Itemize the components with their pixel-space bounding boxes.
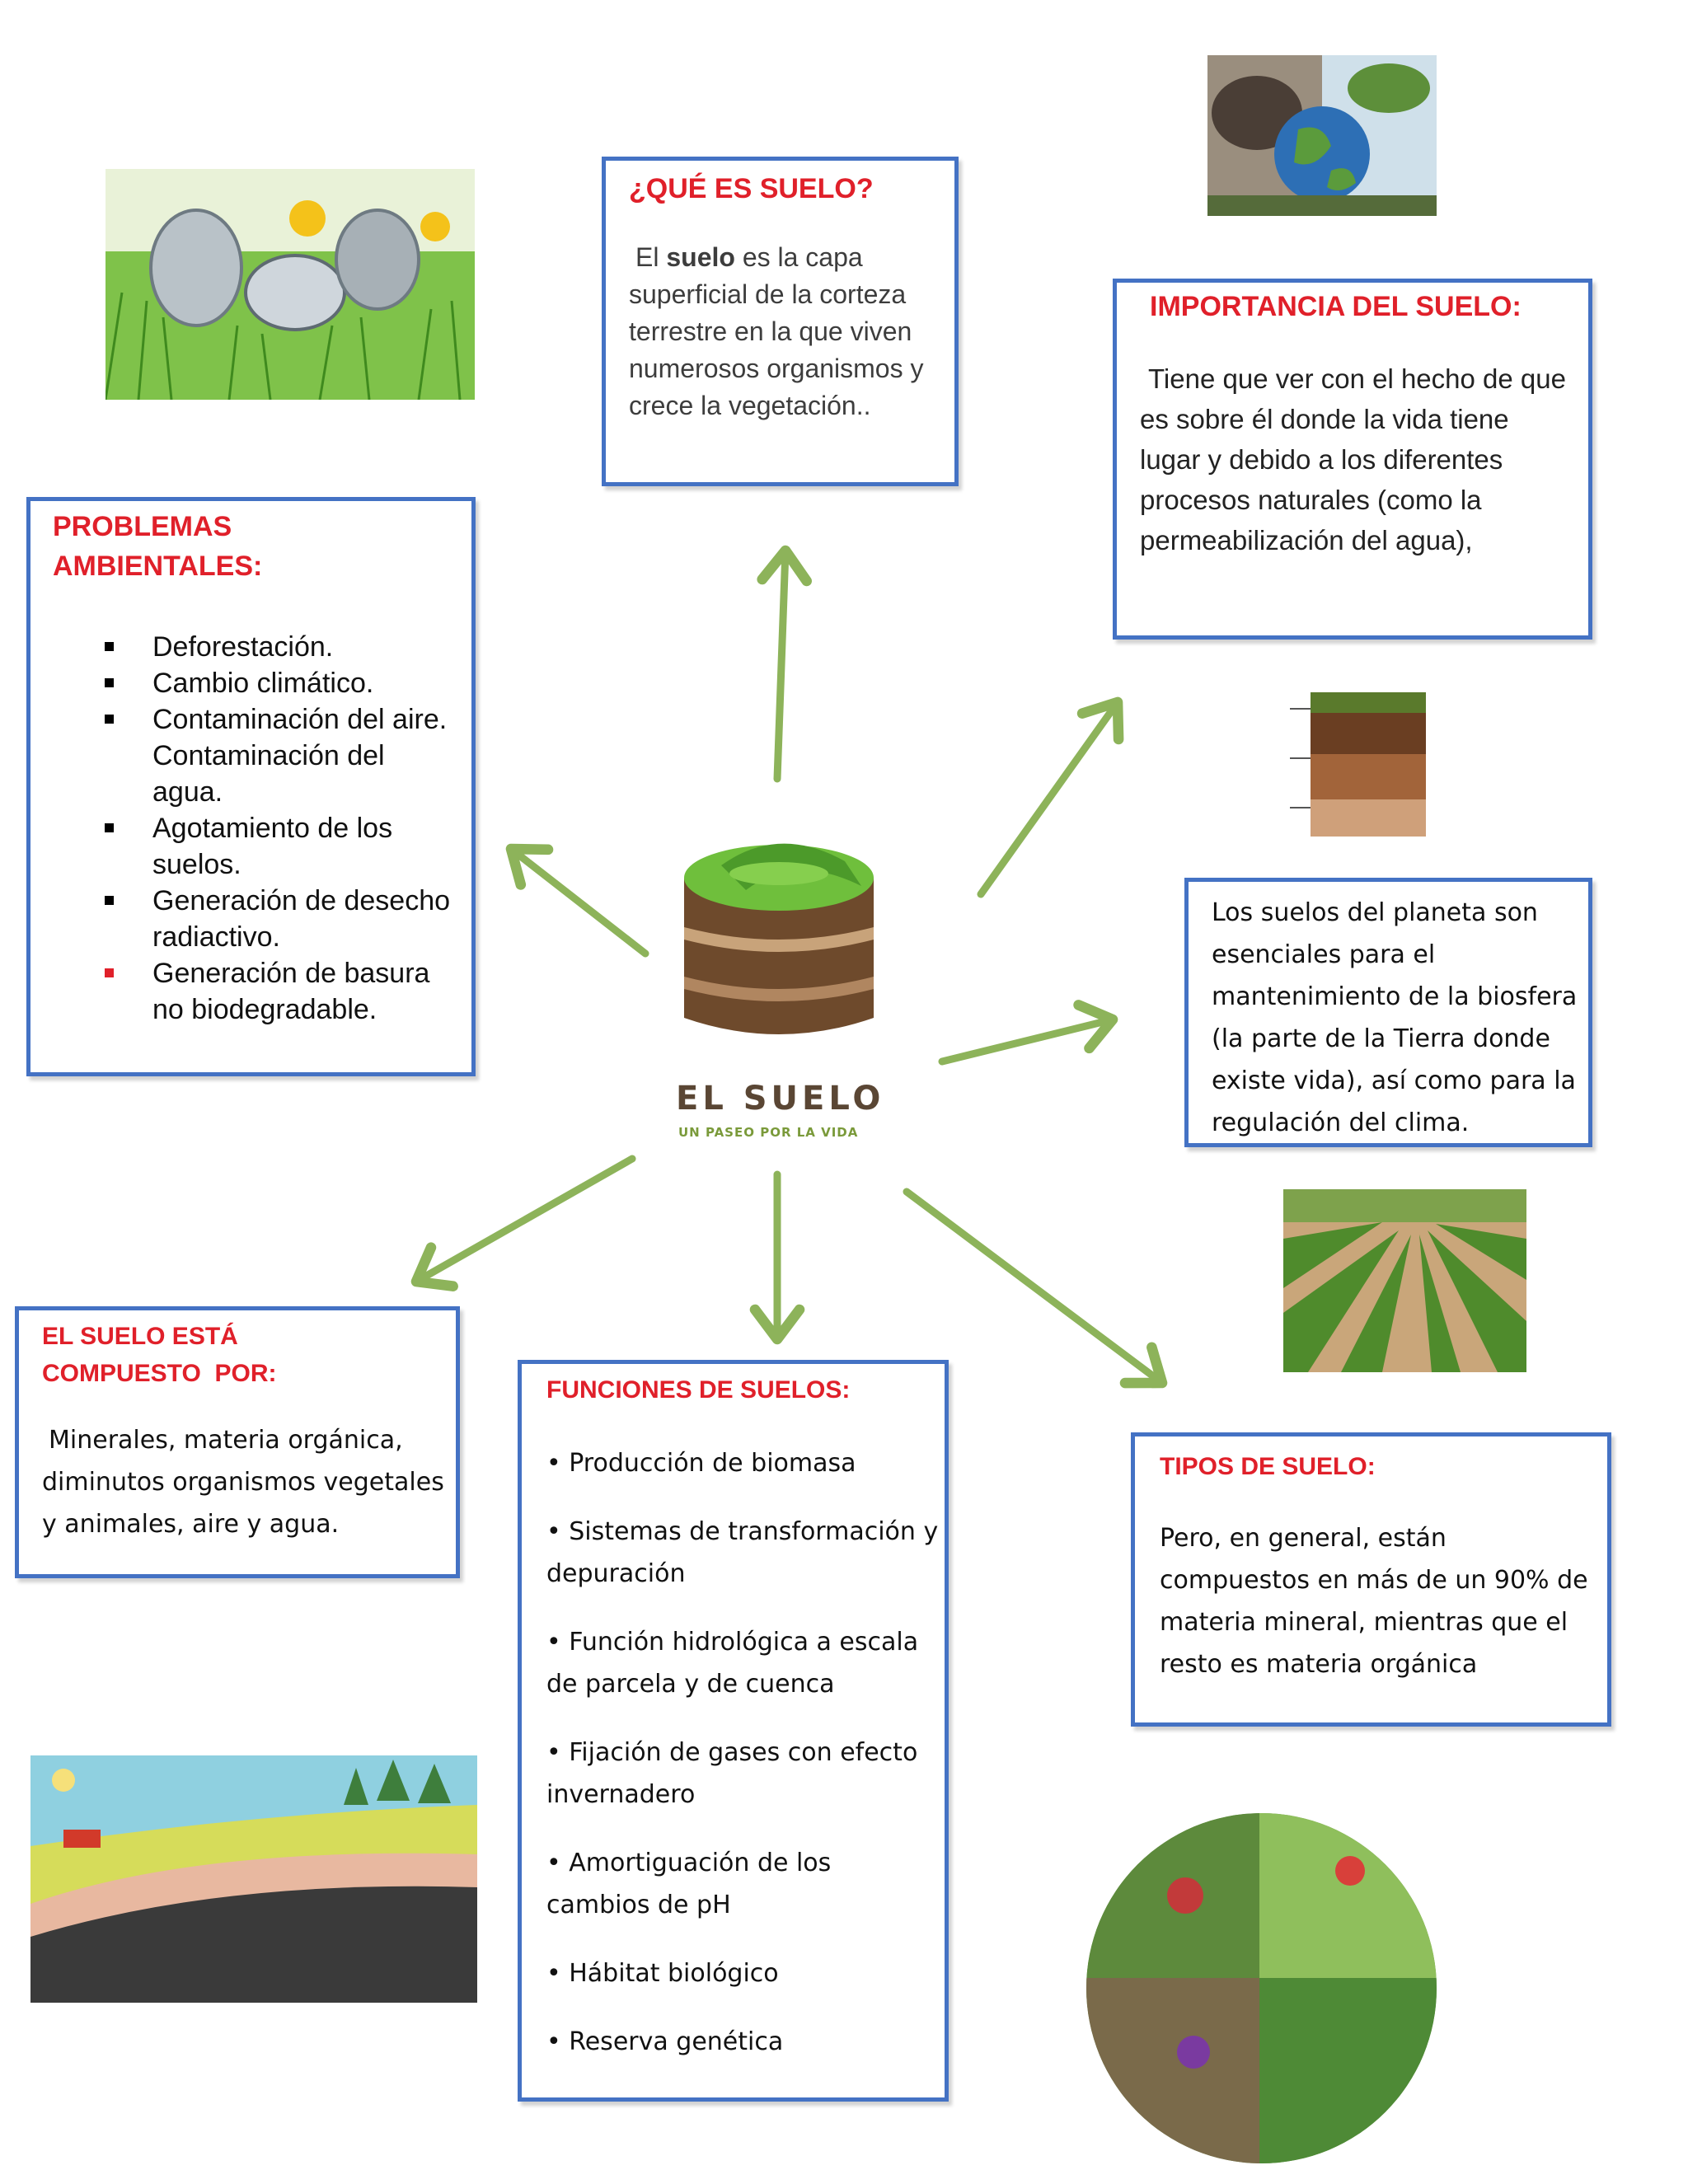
logo-title: EL SUELO (676, 1080, 885, 1118)
tipos-text: Pero, en general, están compuestos en más de un 90% de materia mineral, mientras que el resto es materia orgánica (1160, 1524, 1588, 1679)
planeta-text: Los suelos del planeta son esenciales para el mantenimiento de la biosfera (la parte de la Tierra donde existe vida), así como para la regulación del clima. (1212, 898, 1578, 1137)
problemas-title-2: AMBIENTALES: (53, 551, 263, 582)
que-es-suelo-title: ¿QUÉ ES SUELO? (629, 173, 874, 204)
tipos-title: TIPOS DE SUELO: (1160, 1453, 1376, 1480)
funciones-list (546, 1442, 942, 2063)
list-item: Generación de desecho radiactivo. (105, 883, 459, 955)
compuesto-title-1: EL SUELO ESTÁ (42, 1323, 238, 1350)
list-item: Agotamiento de los suelos. (105, 810, 459, 883)
funciones-box (518, 1360, 949, 2102)
list-item: • Producción de biomasa (546, 1449, 856, 1478)
list-item: Contaminación del aire. Contaminación del agua. (105, 701, 459, 810)
que-es-suelo-text: El suelo es la capa superficial de la corteza terrestre en la que viven numerosos organismos y crece la vegetación.. (629, 242, 924, 420)
compuesto-title-2: COMPUESTO POR: (42, 1360, 277, 1387)
list-item: • Función hidrológica a escala de parcela y de cuenca (546, 1628, 919, 1699)
arrow-up-right (981, 702, 1118, 894)
arrow-down-right (907, 1192, 1162, 1383)
logo-subtitle: UN PASEO POR LA VIDA (678, 1125, 859, 1140)
earth-pollution-image (1207, 55, 1437, 216)
arrow-down-left (416, 1159, 632, 1282)
list-item: • Amortiguación de los cambios de pH (546, 1849, 832, 1919)
funciones-title: FUNCIONES DE SUELOS: (546, 1376, 851, 1404)
cans-in-grass-image (106, 169, 475, 400)
problemas-list (105, 629, 459, 1028)
arrow-right (942, 1019, 1113, 1062)
list-item: Deforestación. (105, 629, 459, 665)
list-item: • Hábitat biológico (546, 1959, 779, 1988)
importancia-box (1113, 279, 1592, 640)
crop-field-image (1283, 1189, 1526, 1372)
importancia-title: IMPORTANCIA DEL SUELO: (1150, 291, 1522, 322)
compuesto-text: Minerales, materia orgánica, diminutos organismos vegetales y animales, aire y agua. (42, 1426, 444, 1539)
importancia-text: Tiene que ver con el hecho de que es sobre él donde la vida tiene lugar y debido a los diferentes procesos naturales (como la permeabilización del agua), (1140, 363, 1566, 555)
soil-infographic-image (30, 1755, 477, 2003)
problemas-box (26, 497, 476, 1076)
list-item: • Fijación de gases con efecto invernadero (546, 1738, 918, 1809)
problemas-title-1: PROBLEMAS (53, 511, 232, 542)
soil-profile-image (1273, 676, 1434, 841)
soil-logo-image (672, 828, 903, 1158)
list-item: Generación de basura no biodegradable. (105, 955, 459, 1028)
que-es-suelo-box (602, 157, 959, 486)
planeta-box (1184, 878, 1592, 1147)
list-item: • Sistemas de transformación y depuración (546, 1517, 939, 1588)
arrow-up (777, 551, 785, 779)
list-item: • Reserva genética (546, 2027, 784, 2056)
tipos-box (1131, 1432, 1611, 1727)
farmers-collage-image (1086, 1813, 1437, 2163)
arrow-up-left (511, 849, 645, 954)
compuesto-box (15, 1306, 460, 1578)
list-item: Cambio climático. (105, 665, 459, 701)
